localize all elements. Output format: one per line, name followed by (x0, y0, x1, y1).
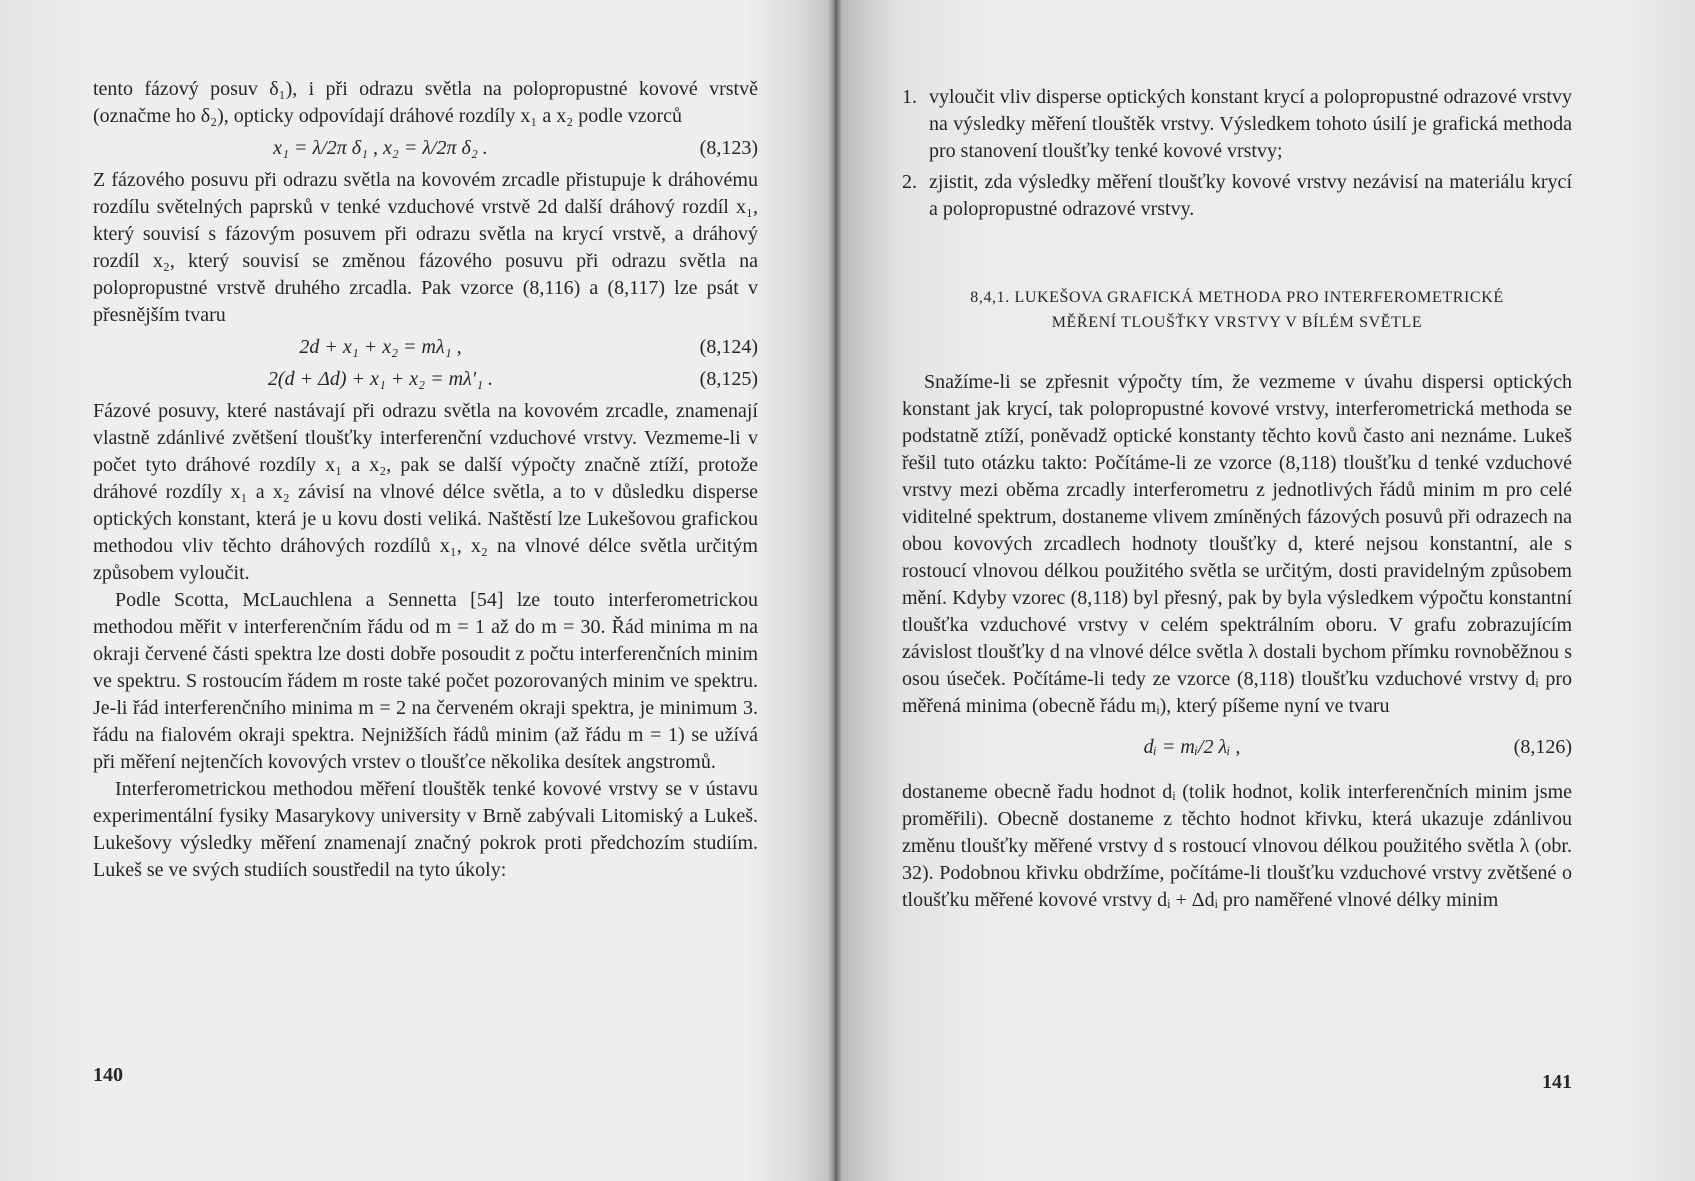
left-paragraph-2: Z fázového posuvu při odrazu světla na kovovém zrcadle přistupuje k dráhovému rozdílu světelných paprsků v tenké vzduchové vrstvě 2d další dráhový rozdíl x₁, který souvisí s fázovým posuvem při odrazu světla na krycí vrstvě, a dráhový rozdíl x₂, který souvisí se změnou fázového posuvu při odrazu světla na polopropustné vrstvě druhého zrcadla. Pak vzorce (8,116) a (8,117) lze psát v přesnějším tvaru (93, 169, 758, 326)
equation-8-126 (902, 734, 1572, 761)
list-item-text: zjistit, zda výsledky měření tloušťky kovové vrstvy nezávisí na materiálu krycí a polopropustné odrazové vrstvy. (929, 171, 1572, 220)
left-paragraph-5: Interferometrickou methodou měření tlouštěk tenké kovové vrstvy se v ústavu experimentální fysiky Masarykovy university v Brně zabývali Litomiský a Lukeš. Lukešovy výsledky měření znamenají značný pokrok proti předchozím studiím. Lukeš se ve svých studiích soustředil na tyto úkoly: (93, 778, 758, 881)
list-item-text: vyloučit vliv disperse optických konstant krycí a polopropustné odrazové vrstvy na výsledky měření tlouštěk vrstvy. Výsledkem tohoto úsilí je grafická methoda pro stanovení tloušťky tenké kovové vrstvy; (929, 86, 1572, 162)
list-marker: 1. (902, 86, 917, 108)
page-number-left: 140 (93, 1064, 123, 1086)
right-page (842, 0, 1695, 1181)
section-heading-line-2: MĚŘENÍ TLOUŠŤKY VRSTVY V BÍLÉM SVĚTLE (1051, 314, 1423, 331)
equation-formula: 2d + x₁ + x₂ = mλ₁ , (299, 336, 462, 358)
equation-number: (8,123) (699, 137, 758, 159)
equation-number: (8,124) (699, 336, 758, 358)
left-paragraph-4: Podle Scotta, McLauchlena a Sennetta [54] lze touto interferometrickou methodou měřit v interferenčním řádu od m = 1 až do m = 30. Řád minima m na okraji červené části spektra lze dosti dobře posoudit z počtu interferenčních minim ve spektru. S rostoucím řádem m roste také počet pozorovaných minim ve spektru. Je-li řád interferenčního minima m = 2 na červeném okraji spektra, je minimum 3. řádu na fialovém okraji spektra. Nejnižších řádů minim (až řádu m = 1) se užívá při měření nejtenčích kovových vrstev o tloušťce několika desítek angstromů. (93, 589, 758, 773)
equation-formula: 2(d + Δd) + x₁ + x₂ = mλ′₁ . (267, 368, 494, 390)
equation-number: (8,125) (699, 368, 758, 390)
equation-8-123 (93, 135, 758, 162)
equation-formula: x₁ = λ/2π δ₁ , x₂ = λ/2π δ₂ . (273, 137, 488, 159)
list-marker: 2. (902, 171, 917, 193)
equation-number: (8,126) (1513, 736, 1572, 758)
section-heading-line-1: 8,4,1. LUKEŠOVA GRAFICKÁ METHODA PRO INTERFEROMETRICKÉ (970, 289, 1504, 306)
equation-formula: dᵢ = mᵢ/2 λᵢ , (1143, 736, 1241, 758)
section-heading (910, 285, 1564, 335)
left-paragraph-3: Fázové posuvy, které nastávají při odrazu světla na kovovém zrcadle, znamenají vlastně zdánlivé zvětšení tloušťky interferenční vzduchové vrstvy. Vezmeme-li v počet tyto dráhové rozdíly x₁ a x₂, pak se další výpočty značně ztíží, protože dráhové rozdíly x₁ a x₂ závisí na vlnové délce světla, a to v důsledku disperse optických konstant, která je u kovu dosti veliká. Naštěstí lze Lukešovou grafickou methodou vliv těchto dráhových rozdílů x₁, x₂ na vlnové délce světla určitým způsobem vyloučit. (93, 400, 758, 584)
left-page (0, 0, 828, 1181)
equation-8-124 (93, 334, 758, 361)
right-paragraph-1: Snažíme-li se zpřesnit výpočty tím, že vezmeme v úvahu dispersi optických konstant jak krycí, tak polopropustné kovové vrstvy, interferometrická methoda se podstatně ztíží, poněvadž optické konstanty těchto kovů často ani neznáme. Lukeš řešil tuto otázku takto: Počítáme-li ze vzorce (8,118) tloušťku d tenké vzduchové vrstvy mezi oběma zrcadly interferometru z jednotlivých řádů minim m pro celé viditelné spektrum, dostaneme vlivem zmíněných fázových posuvů při odrazech na obou kovových zrcadlech hodnoty tloušťky d, které nejsou konstantní, ale s rostoucí vlnovou délkou použitého světla se určitým, dosti pravidelným způsobem mění. Kdyby vzorec (8,118) byl přesný, pak by byla výsledkem výpočtu konstantní tloušťka vzduchové vrstvy v celém spektrálním oboru. V grafu zobrazujícím závislost tloušťky d na vlnové délce světla λ dostali bychom přímku rovnoběžnou s osou úseček. Počítáme-li tedy ze vzorce (8,118) tloušťku vzduchové vrstvy dᵢ pro měřená minima (obecně řádu mᵢ), který píšeme nyní ve tvaru (902, 371, 1572, 717)
list-item (902, 84, 1572, 165)
right-paragraph-2: dostaneme obecně řadu hodnot dᵢ (tolik hodnot, kolik interferenčních minim jsme proměřili). Obecně dostaneme z těchto hodnot křivku, která ukazuje zdánlivou změnu tloušťky měřené vrstvy d s rostoucí vlnovou délkou použitého světla λ (obr. 32). Podobnou křivku obdržíme, počítáme-li tloušťku vzduchové vrstvy zvětšené o tloušťku měřené kovové vrstvy dᵢ + Δdᵢ pro naměřené vlnové délky minim (902, 781, 1572, 911)
left-page-text (93, 76, 758, 884)
list-item (902, 169, 1572, 223)
equation-8-125 (93, 366, 758, 393)
page-number-right: 141 (1542, 1071, 1572, 1093)
task-list (902, 84, 1572, 223)
left-paragraph-1: tento fázový posuv δ₁), i při odrazu světla na polopropustné kovové vrstvě (označme ho δ₂), opticky odpovídají dráhové rozdíly x₁ a x₂ podle vzorců (93, 78, 758, 127)
book-gutter (828, 0, 842, 1181)
right-page-text (902, 84, 1572, 914)
